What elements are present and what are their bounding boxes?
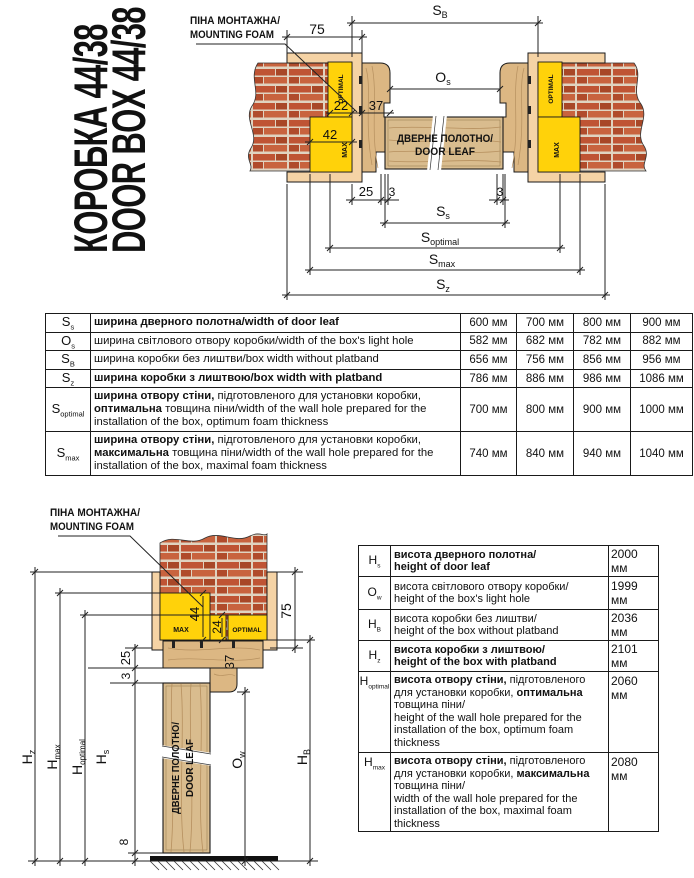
dim-os: $O_s$	[435, 69, 451, 87]
table-row: $O_w$ висота світлового отвору коробки/ height of the box's light hole 1999 мм	[359, 577, 659, 610]
dim-sb: $S_B$	[432, 2, 448, 20]
dim-3-left: 3	[388, 185, 396, 199]
door-leaf-label-ua: ДВЕРНЕ ПОЛОТНО/	[170, 711, 182, 814]
table-row: $S_s$ ширина дверного полотна/width of door leaf 600 мм 700 мм 800 мм 900 мм	[46, 314, 693, 333]
door-leaf-label-en: DOOR LEAF	[415, 146, 476, 158]
dim-42: 42	[322, 127, 338, 142]
mounting-foam-label-en: MOUNTING FOAM	[50, 521, 134, 533]
table-row: $H_s$ висота дверного полотна/ height of door leaf 2000 мм	[359, 546, 659, 577]
door-leaf	[385, 115, 503, 171]
foam-optimal-label-left: OPTIMAL	[338, 74, 345, 104]
dim-44: 44	[187, 606, 202, 622]
door-leaf	[161, 683, 212, 853]
table-row: $H_{optimal}$ висота отвору стіни, підготовленого для установки коробки, оптимальна товщина піни/ height of the wall hole prepared for the installation of the box, optimum foam thickness 2060 мм	[359, 672, 659, 753]
dim-3: 3	[119, 672, 133, 680]
table-row: $H_z$ висота коробки з лиштвою/ height of the box with platband 2101 мм	[359, 641, 659, 672]
dim-75: 75	[278, 603, 294, 619]
dim-ow: $O_w$	[229, 751, 247, 769]
dim-25: 25	[118, 650, 133, 666]
table-row: $S_{optimal}$ ширина отвору стіни, підготовленого для установки коробки, оптимальна товщина піни/width of the wall hole prepared for the installation of the box, optimum foam thickness 700 мм 800 мм 900 мм 1000 мм	[46, 388, 693, 432]
foam-optimal-label: OPTIMAL	[232, 627, 262, 634]
dim-hoptimal: $H_{optimal}$	[69, 739, 87, 775]
page-title-line2: DOOR BOX 44/38	[102, 7, 155, 253]
floor	[150, 856, 279, 870]
foam-max-label-left: MAX	[342, 142, 349, 158]
dim-soptimal: $S_{optimal}$	[420, 229, 460, 247]
dim-ss: $S_s$	[436, 203, 450, 221]
top-diagram	[185, 0, 694, 310]
foam-optimal-label-right: OPTIMAL	[548, 74, 555, 104]
dim-hb: $H_B$	[294, 748, 312, 766]
page-title-line1: КОРОБКА 44/38	[64, 24, 117, 253]
width-table	[45, 313, 693, 476]
table-row: $S_{max}$ ширина отвору стіни, підготовленого для установки коробки, максимальна товщина піни/width of the wall hole prepared for the installation of the box, maximal foam thickness 740 мм 840 мм 940 мм 1040 мм	[46, 432, 693, 476]
door-leaf-label-ua: ДВЕРНЕ ПОЛОТНО/	[397, 133, 493, 145]
bottom-diagram	[0, 495, 360, 878]
table-row: $S_z$ ширина коробки з лиштвою/box width with platband 786 мм 886 мм 986 мм 1086 мм	[46, 369, 693, 388]
height-table	[358, 545, 659, 832]
dim-3-right: 3	[496, 185, 504, 199]
table-row: $S_B$ ширина коробки без лиштви/box width without platband 656 мм 756 мм 856 мм 956 мм	[46, 351, 693, 370]
page-title	[64, 7, 184, 258]
dim-75: 75	[309, 21, 325, 37]
dim-24: 24	[210, 620, 224, 634]
dim-smax: $S_{max}$	[428, 251, 456, 269]
mounting-foam-label-ua: ПІНА МОНТАЖНА/	[50, 507, 140, 519]
dim-22: 22	[333, 98, 349, 113]
foam-max-label-right: MAX	[554, 142, 561, 158]
dim-37: 37	[222, 654, 237, 670]
dim-sz: $S_z$	[436, 276, 450, 294]
mounting-foam-label-en: MOUNTING FOAM	[190, 29, 274, 41]
table-row: $O_s$ ширина світлового отвору коробки/width of the box's light hole 582 мм 682 мм 782 мм 882 мм	[46, 332, 693, 351]
table-row: $H_B$ висота коробки без лиштви/ height of the box without platband 2036 мм	[359, 610, 659, 641]
dim-37: 37	[368, 98, 384, 113]
dim-hz: $H_z$	[19, 749, 37, 765]
foam-max-label: MAX	[173, 627, 189, 634]
dim-8: 8	[117, 838, 131, 846]
table-row: $H_{max}$ висота отвору стіни, підготовленого для установки коробки, максимальна товщина піни/ width of the wall hole prepared for the installation of the box, maximal foam thickness 2080 мм	[359, 753, 659, 832]
dim-25: 25	[358, 184, 374, 199]
door-leaf-label-en: DOOR LEAF	[184, 735, 196, 797]
dim-hs: $H_s$	[93, 749, 111, 765]
dim-hmax: $H_{max}$	[44, 744, 62, 770]
mounting-foam-label-ua: ПІНА МОНТАЖНА/	[190, 15, 280, 27]
